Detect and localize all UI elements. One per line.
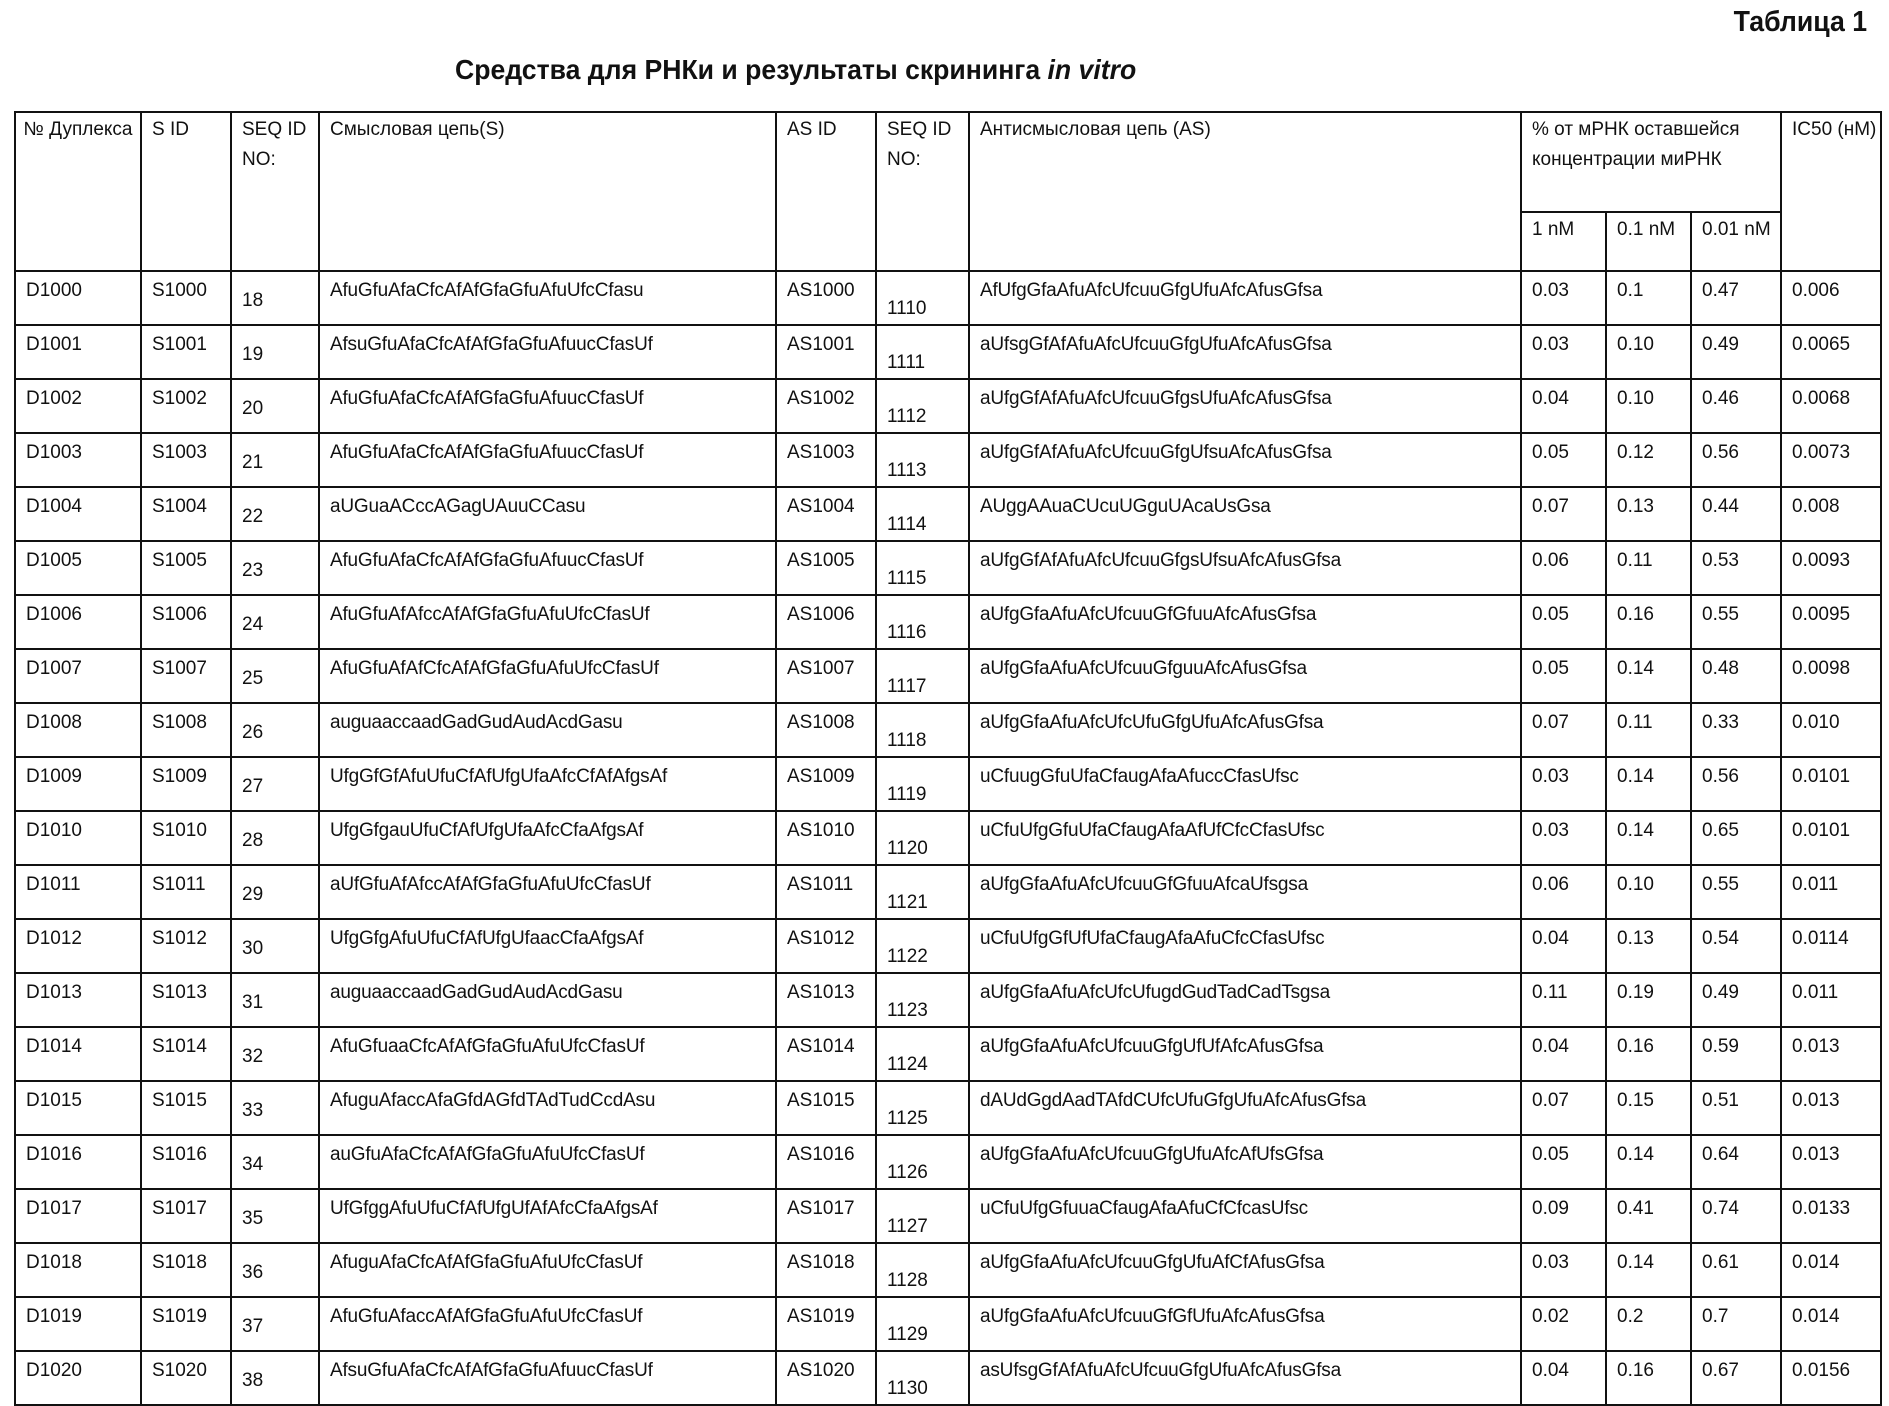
remaining-mrna-0-1nm: 0.19	[1606, 973, 1691, 1027]
table-row	[15, 919, 1881, 973]
sense-seq-id-no: 31	[231, 973, 319, 1027]
remaining-mrna-0-01nm: 0.65	[1691, 811, 1781, 865]
remaining-mrna-1nm: 0.03	[1521, 811, 1606, 865]
duplex-id: D1000	[15, 271, 141, 325]
ic50-value: 0.006	[1781, 271, 1881, 325]
remaining-mrna-0-01nm: 0.53	[1691, 541, 1781, 595]
remaining-mrna-0-1nm: 0.16	[1606, 1351, 1691, 1405]
sense-seq-id-no: 35	[231, 1189, 319, 1243]
ic50-value: 0.0101	[1781, 811, 1881, 865]
sense-id: S1015	[141, 1081, 231, 1135]
sense-sequence: auguaaccaadGadGudAudAcdGasu	[319, 703, 776, 757]
sense-id: S1012	[141, 919, 231, 973]
antisense-id: AS1014	[776, 1027, 876, 1081]
remaining-mrna-0-1nm: 0.16	[1606, 595, 1691, 649]
antisense-id: AS1003	[776, 433, 876, 487]
document-title	[455, 54, 1136, 86]
duplex-id: D1012	[15, 919, 141, 973]
remaining-mrna-0-1nm: 0.10	[1606, 865, 1691, 919]
sense-seq-id-no: 34	[231, 1135, 319, 1189]
antisense-id: AS1020	[776, 1351, 876, 1405]
sense-id: S1011	[141, 865, 231, 919]
antisense-seq-id-no: 1118	[876, 703, 969, 757]
remaining-mrna-1nm: 0.03	[1521, 757, 1606, 811]
antisense-sequence: aUfgGfaAfuAfcUfcuuGfGfuuAfcaUfsgsa	[969, 865, 1521, 919]
antisense-seq-id-no: 1112	[876, 379, 969, 433]
table-row	[15, 1351, 1881, 1405]
antisense-seq-id-no: 1117	[876, 649, 969, 703]
sense-seq-id-no: 30	[231, 919, 319, 973]
duplex-id: D1014	[15, 1027, 141, 1081]
remaining-mrna-0-01nm: 0.33	[1691, 703, 1781, 757]
duplex-id: D1017	[15, 1189, 141, 1243]
sense-seq-id-no: 28	[231, 811, 319, 865]
ic50-value: 0.011	[1781, 973, 1881, 1027]
remaining-mrna-1nm: 0.03	[1521, 1243, 1606, 1297]
sense-id: S1000	[141, 271, 231, 325]
duplex-id: D1009	[15, 757, 141, 811]
ic50-value: 0.0133	[1781, 1189, 1881, 1243]
remaining-mrna-0-01nm: 0.56	[1691, 433, 1781, 487]
antisense-id: AS1005	[776, 541, 876, 595]
duplex-id: D1002	[15, 379, 141, 433]
antisense-seq-id-no: 1130	[876, 1351, 969, 1405]
antisense-sequence: asUfsgGfAfAfuAfcUfcuuGfgUfuAfcAfusGfsa	[969, 1351, 1521, 1405]
ic50-value: 0.008	[1781, 487, 1881, 541]
antisense-seq-id-no: 1111	[876, 325, 969, 379]
remaining-mrna-0-1nm: 0.13	[1606, 487, 1691, 541]
sense-id: S1003	[141, 433, 231, 487]
sense-seq-id-no: 21	[231, 433, 319, 487]
antisense-sequence: aUfgGfAfAfuAfcUfcuuGfgUfsuAfcAfusGfsa	[969, 433, 1521, 487]
duplex-id: D1013	[15, 973, 141, 1027]
title-main: Средства для РНКи и результаты скрининга	[455, 54, 1048, 85]
antisense-id: AS1009	[776, 757, 876, 811]
antisense-id: AS1019	[776, 1297, 876, 1351]
table-label: Таблица 1	[1733, 6, 1867, 38]
duplex-id: D1015	[15, 1081, 141, 1135]
antisense-id: AS1018	[776, 1243, 876, 1297]
antisense-seq-id-no: 1113	[876, 433, 969, 487]
sense-sequence: AfuguAfaccAfaGfdAGfdTAdTudCcdAsu	[319, 1081, 776, 1135]
table-row	[15, 757, 1881, 811]
ic50-value: 0.010	[1781, 703, 1881, 757]
antisense-sequence: aUfgGfaAfuAfcUfcUfuGfgUfuAfcAfusGfsa	[969, 703, 1521, 757]
remaining-mrna-0-01nm: 0.74	[1691, 1189, 1781, 1243]
sense-id: S1016	[141, 1135, 231, 1189]
header-percent-mrna: % от мРНК оставшейся концентрации миРНК	[1521, 112, 1781, 212]
duplex-id: D1005	[15, 541, 141, 595]
remaining-mrna-0-1nm: 0.16	[1606, 1027, 1691, 1081]
remaining-mrna-0-01nm: 0.7	[1691, 1297, 1781, 1351]
ic50-value: 0.014	[1781, 1297, 1881, 1351]
table-row	[15, 1243, 1881, 1297]
antisense-seq-id-no: 1123	[876, 973, 969, 1027]
antisense-seq-id-no: 1110	[876, 271, 969, 325]
sense-id: S1005	[141, 541, 231, 595]
remaining-mrna-0-01nm: 0.56	[1691, 757, 1781, 811]
remaining-mrna-0-1nm: 0.41	[1606, 1189, 1691, 1243]
antisense-sequence: aUfgGfaAfuAfcUfcuuGfgUfUfAfcAfusGfsa	[969, 1027, 1521, 1081]
sense-sequence: aUfGfuAfAfccAfAfGfaGfuAfuUfcCfasUf	[319, 865, 776, 919]
sense-seq-id-no: 24	[231, 595, 319, 649]
antisense-id: AS1002	[776, 379, 876, 433]
sense-id: S1002	[141, 379, 231, 433]
remaining-mrna-1nm: 0.03	[1521, 271, 1606, 325]
remaining-mrna-0-01nm: 0.54	[1691, 919, 1781, 973]
sense-seq-id-no: 37	[231, 1297, 319, 1351]
remaining-mrna-0-01nm: 0.67	[1691, 1351, 1781, 1405]
duplex-id: D1016	[15, 1135, 141, 1189]
ic50-value: 0.014	[1781, 1243, 1881, 1297]
remaining-mrna-1nm: 0.04	[1521, 1027, 1606, 1081]
antisense-id: AS1013	[776, 973, 876, 1027]
header-duplex: № Дуплекса	[15, 112, 141, 271]
remaining-mrna-0-1nm: 0.1	[1606, 271, 1691, 325]
header-conc-0-01nm: 0.01 nM	[1691, 212, 1781, 271]
antisense-seq-id-no: 1126	[876, 1135, 969, 1189]
sense-id: S1007	[141, 649, 231, 703]
table-row	[15, 433, 1881, 487]
antisense-sequence: AUggAAuaCUcuUGguUAcaUsGsa	[969, 487, 1521, 541]
header-conc-0-1nm: 0.1 nM	[1606, 212, 1691, 271]
duplex-id: D1020	[15, 1351, 141, 1405]
sense-id: S1013	[141, 973, 231, 1027]
ic50-value: 0.0098	[1781, 649, 1881, 703]
antisense-id: AS1004	[776, 487, 876, 541]
sense-sequence: AfuGfuAfaCfcAfAfGfaGfuAfuucCfasUf	[319, 541, 776, 595]
sense-id: S1010	[141, 811, 231, 865]
remaining-mrna-1nm: 0.07	[1521, 487, 1606, 541]
ic50-value: 0.013	[1781, 1135, 1881, 1189]
remaining-mrna-1nm: 0.05	[1521, 649, 1606, 703]
sense-sequence: AfuGfuAfaCfcAfAfGfaGfuAfuucCfasUf	[319, 433, 776, 487]
ic50-value: 0.013	[1781, 1027, 1881, 1081]
sense-seq-id-no: 26	[231, 703, 319, 757]
antisense-seq-id-no: 1114	[876, 487, 969, 541]
remaining-mrna-0-1nm: 0.14	[1606, 1135, 1691, 1189]
antisense-seq-id-no: 1129	[876, 1297, 969, 1351]
header-sense-strand: Смысловая цепь(S)	[319, 112, 776, 271]
sense-sequence: auGfuAfaCfcAfAfGfaGfuAfuUfcCfasUf	[319, 1135, 776, 1189]
remaining-mrna-0-01nm: 0.47	[1691, 271, 1781, 325]
table-row	[15, 865, 1881, 919]
sense-id: S1009	[141, 757, 231, 811]
antisense-seq-id-no: 1115	[876, 541, 969, 595]
remaining-mrna-0-01nm: 0.44	[1691, 487, 1781, 541]
antisense-seq-id-no: 1128	[876, 1243, 969, 1297]
remaining-mrna-0-01nm: 0.55	[1691, 865, 1781, 919]
remaining-mrna-0-01nm: 0.64	[1691, 1135, 1781, 1189]
sense-seq-id-no: 23	[231, 541, 319, 595]
antisense-seq-id-no: 1125	[876, 1081, 969, 1135]
remaining-mrna-0-1nm: 0.2	[1606, 1297, 1691, 1351]
remaining-mrna-0-1nm: 0.12	[1606, 433, 1691, 487]
duplex-id: D1008	[15, 703, 141, 757]
antisense-seq-id-no: 1127	[876, 1189, 969, 1243]
remaining-mrna-0-01nm: 0.61	[1691, 1243, 1781, 1297]
sense-seq-id-no: 38	[231, 1351, 319, 1405]
sense-seq-id-no: 27	[231, 757, 319, 811]
ic50-value: 0.0093	[1781, 541, 1881, 595]
sense-sequence: AfuGfuAfaCfcAfAfGfaGfuAfuUfcCfasu	[319, 271, 776, 325]
ic50-value: 0.0065	[1781, 325, 1881, 379]
antisense-sequence: aUfsgGfAfAfuAfcUfcuuGfgUfuAfcAfusGfsa	[969, 325, 1521, 379]
remaining-mrna-0-1nm: 0.10	[1606, 325, 1691, 379]
ic50-value: 0.0114	[1781, 919, 1881, 973]
sense-id: S1004	[141, 487, 231, 541]
sense-seq-id-no: 19	[231, 325, 319, 379]
remaining-mrna-1nm: 0.11	[1521, 973, 1606, 1027]
table-row	[15, 1189, 1881, 1243]
sense-id: S1019	[141, 1297, 231, 1351]
antisense-sequence: aUfgGfAfAfuAfcUfcuuGfgsUfsuAfcAfusGfsa	[969, 541, 1521, 595]
remaining-mrna-1nm: 0.04	[1521, 1351, 1606, 1405]
table-row	[15, 973, 1881, 1027]
table-row	[15, 325, 1881, 379]
antisense-seq-id-no: 1116	[876, 595, 969, 649]
table-row	[15, 1297, 1881, 1351]
remaining-mrna-0-1nm: 0.10	[1606, 379, 1691, 433]
antisense-sequence: uCfuUfgGfuUfaCfaugAfaAfUfCfcCfasUfsc	[969, 811, 1521, 865]
duplex-id: D1019	[15, 1297, 141, 1351]
remaining-mrna-0-01nm: 0.46	[1691, 379, 1781, 433]
header-s-seq-id: SEQ ID NO:	[231, 112, 319, 271]
remaining-mrna-1nm: 0.04	[1521, 379, 1606, 433]
remaining-mrna-1nm: 0.05	[1521, 1135, 1606, 1189]
sense-sequence: UfgGfgAfuUfuCfAfUfgUfaacCfaAfgsAf	[319, 919, 776, 973]
table-row	[15, 703, 1881, 757]
antisense-sequence: AfUfgGfaAfuAfcUfcuuGfgUfuAfcAfusGfsa	[969, 271, 1521, 325]
remaining-mrna-0-01nm: 0.48	[1691, 649, 1781, 703]
remaining-mrna-0-01nm: 0.49	[1691, 325, 1781, 379]
remaining-mrna-1nm: 0.05	[1521, 595, 1606, 649]
antisense-sequence: aUfgGfAfAfuAfcUfcuuGfgsUfuAfcAfusGfsa	[969, 379, 1521, 433]
antisense-sequence: aUfgGfaAfuAfcUfcUfugdGudTadCadTsgsa	[969, 973, 1521, 1027]
antisense-id: AS1015	[776, 1081, 876, 1135]
remaining-mrna-1nm: 0.04	[1521, 919, 1606, 973]
antisense-sequence: uCfuUfgGfUfUfaCfaugAfaAfuCfcCfasUfsc	[969, 919, 1521, 973]
antisense-id: AS1017	[776, 1189, 876, 1243]
ic50-value: 0.0095	[1781, 595, 1881, 649]
sense-sequence: UfgGfgauUfuCfAfUfgUfaAfcCfaAfgsAf	[319, 811, 776, 865]
table-row	[15, 487, 1881, 541]
sense-id: S1006	[141, 595, 231, 649]
sense-sequence: UfgGfGfAfuUfuCfAfUfgUfaAfcCfAfAfgsAf	[319, 757, 776, 811]
antisense-id: AS1016	[776, 1135, 876, 1189]
sense-sequence: auguaaccaadGadGudAudAcdGasu	[319, 973, 776, 1027]
duplex-id: D1001	[15, 325, 141, 379]
remaining-mrna-0-1nm: 0.14	[1606, 811, 1691, 865]
antisense-id: AS1010	[776, 811, 876, 865]
antisense-sequence: aUfgGfaAfuAfcUfcuuGfGfuuAfcAfusGfsa	[969, 595, 1521, 649]
antisense-sequence: aUfgGfaAfuAfcUfcuuGfGfUfuAfcAfusGfsa	[969, 1297, 1521, 1351]
sense-id: S1020	[141, 1351, 231, 1405]
remaining-mrna-0-01nm: 0.59	[1691, 1027, 1781, 1081]
antisense-seq-id-no: 1124	[876, 1027, 969, 1081]
sense-sequence: AfuGfuAfAfCfcAfAfGfaGfuAfuUfcCfasUf	[319, 649, 776, 703]
antisense-id: AS1011	[776, 865, 876, 919]
sense-seq-id-no: 25	[231, 649, 319, 703]
sense-id: S1001	[141, 325, 231, 379]
sense-id: S1017	[141, 1189, 231, 1243]
remaining-mrna-1nm: 0.07	[1521, 1081, 1606, 1135]
sense-seq-id-no: 33	[231, 1081, 319, 1135]
remaining-mrna-0-01nm: 0.55	[1691, 595, 1781, 649]
ic50-value: 0.0101	[1781, 757, 1881, 811]
remaining-mrna-1nm: 0.06	[1521, 541, 1606, 595]
sense-sequence: UfGfggAfuUfuCfAfUfgUfAfAfcCfaAfgsAf	[319, 1189, 776, 1243]
remaining-mrna-0-1nm: 0.15	[1606, 1081, 1691, 1135]
remaining-mrna-0-1nm: 0.14	[1606, 757, 1691, 811]
antisense-seq-id-no: 1121	[876, 865, 969, 919]
remaining-mrna-1nm: 0.09	[1521, 1189, 1606, 1243]
table-row	[15, 271, 1881, 325]
header-ic50: IC50 (нМ)	[1781, 112, 1881, 271]
antisense-sequence: aUfgGfaAfuAfcUfcuuGfgUfuAfcAfUfsGfsa	[969, 1135, 1521, 1189]
antisense-sequence: uCfuUfgGfuuaCfaugAfaAfuCfCfcasUfsc	[969, 1189, 1521, 1243]
table-row	[15, 811, 1881, 865]
sense-sequence: AfuguAfaCfcAfAfGfaGfuAfuUfcCfasUf	[319, 1243, 776, 1297]
antisense-seq-id-no: 1122	[876, 919, 969, 973]
remaining-mrna-1nm: 0.07	[1521, 703, 1606, 757]
table-row	[15, 649, 1881, 703]
ic50-value: 0.0073	[1781, 433, 1881, 487]
ic50-value: 0.013	[1781, 1081, 1881, 1135]
sense-sequence: AfuGfuAfAfccAfAfGfaGfuAfuUfcCfasUf	[319, 595, 776, 649]
table-row	[15, 1135, 1881, 1189]
duplex-id: D1007	[15, 649, 141, 703]
antisense-sequence: aUfgGfaAfuAfcUfcuuGfguuAfcAfusGfsa	[969, 649, 1521, 703]
antisense-seq-id-no: 1119	[876, 757, 969, 811]
sense-id: S1014	[141, 1027, 231, 1081]
ic50-value: 0.011	[1781, 865, 1881, 919]
remaining-mrna-1nm: 0.02	[1521, 1297, 1606, 1351]
remaining-mrna-1nm: 0.03	[1521, 325, 1606, 379]
header-antisense-strand: Антисмысловая цепь (AS)	[969, 112, 1521, 271]
header-as-id: AS ID	[776, 112, 876, 271]
header-conc-1nm: 1 nM	[1521, 212, 1606, 271]
remaining-mrna-0-01nm: 0.51	[1691, 1081, 1781, 1135]
table-row	[15, 595, 1881, 649]
antisense-sequence: uCfuugGfuUfaCfaugAfaAfuccCfasUfsc	[969, 757, 1521, 811]
sense-seq-id-no: 29	[231, 865, 319, 919]
sense-sequence: AfuGfuaaCfcAfAfGfaGfuAfuUfcCfasUf	[319, 1027, 776, 1081]
remaining-mrna-0-1nm: 0.13	[1606, 919, 1691, 973]
remaining-mrna-0-1nm: 0.11	[1606, 541, 1691, 595]
antisense-seq-id-no: 1120	[876, 811, 969, 865]
antisense-id: AS1001	[776, 325, 876, 379]
results-body	[15, 271, 1881, 1405]
table-row	[15, 541, 1881, 595]
antisense-sequence: aUfgGfaAfuAfcUfcuuGfgUfuAfCfAfusGfsa	[969, 1243, 1521, 1297]
antisense-id: AS1007	[776, 649, 876, 703]
sense-seq-id-no: 20	[231, 379, 319, 433]
duplex-id: D1018	[15, 1243, 141, 1297]
sense-sequence: AfuGfuAfaccAfAfGfaGfuAfuUfcCfasUf	[319, 1297, 776, 1351]
remaining-mrna-0-1nm: 0.14	[1606, 1243, 1691, 1297]
sense-seq-id-no: 22	[231, 487, 319, 541]
duplex-id: D1004	[15, 487, 141, 541]
duplex-id: D1006	[15, 595, 141, 649]
results-table	[14, 111, 1882, 1406]
remaining-mrna-1nm: 0.05	[1521, 433, 1606, 487]
sense-sequence: AfuGfuAfaCfcAfAfGfaGfuAfuucCfasUf	[319, 379, 776, 433]
sense-id: S1018	[141, 1243, 231, 1297]
ic50-value: 0.0156	[1781, 1351, 1881, 1405]
sense-sequence: aUGuaACccAGagUAuuCCasu	[319, 487, 776, 541]
table-row	[15, 1027, 1881, 1081]
sense-seq-id-no: 32	[231, 1027, 319, 1081]
remaining-mrna-0-1nm: 0.14	[1606, 649, 1691, 703]
antisense-id: AS1006	[776, 595, 876, 649]
antisense-id: AS1008	[776, 703, 876, 757]
remaining-mrna-1nm: 0.06	[1521, 865, 1606, 919]
sense-seq-id-no: 18	[231, 271, 319, 325]
duplex-id: D1010	[15, 811, 141, 865]
sense-id: S1008	[141, 703, 231, 757]
table-row	[15, 379, 1881, 433]
antisense-sequence: dAUdGgdAadTAfdCUfcUfuGfgUfuAfcAfusGfsa	[969, 1081, 1521, 1135]
remaining-mrna-0-01nm: 0.49	[1691, 973, 1781, 1027]
sense-sequence: AfsuGfuAfaCfcAfAfGfaGfuAfuucCfasUf	[319, 1351, 776, 1405]
header-as-seq-id: SEQ ID NO:	[876, 112, 969, 271]
antisense-id: AS1012	[776, 919, 876, 973]
duplex-id: D1003	[15, 433, 141, 487]
header-s-id: S ID	[141, 112, 231, 271]
sense-sequence: AfsuGfuAfaCfcAfAfGfaGfuAfuucCfasUf	[319, 325, 776, 379]
sense-seq-id-no: 36	[231, 1243, 319, 1297]
duplex-id: D1011	[15, 865, 141, 919]
ic50-value: 0.0068	[1781, 379, 1881, 433]
antisense-id: AS1000	[776, 271, 876, 325]
title-italic: in vitro	[1047, 54, 1137, 85]
remaining-mrna-0-1nm: 0.11	[1606, 703, 1691, 757]
table-row	[15, 1081, 1881, 1135]
